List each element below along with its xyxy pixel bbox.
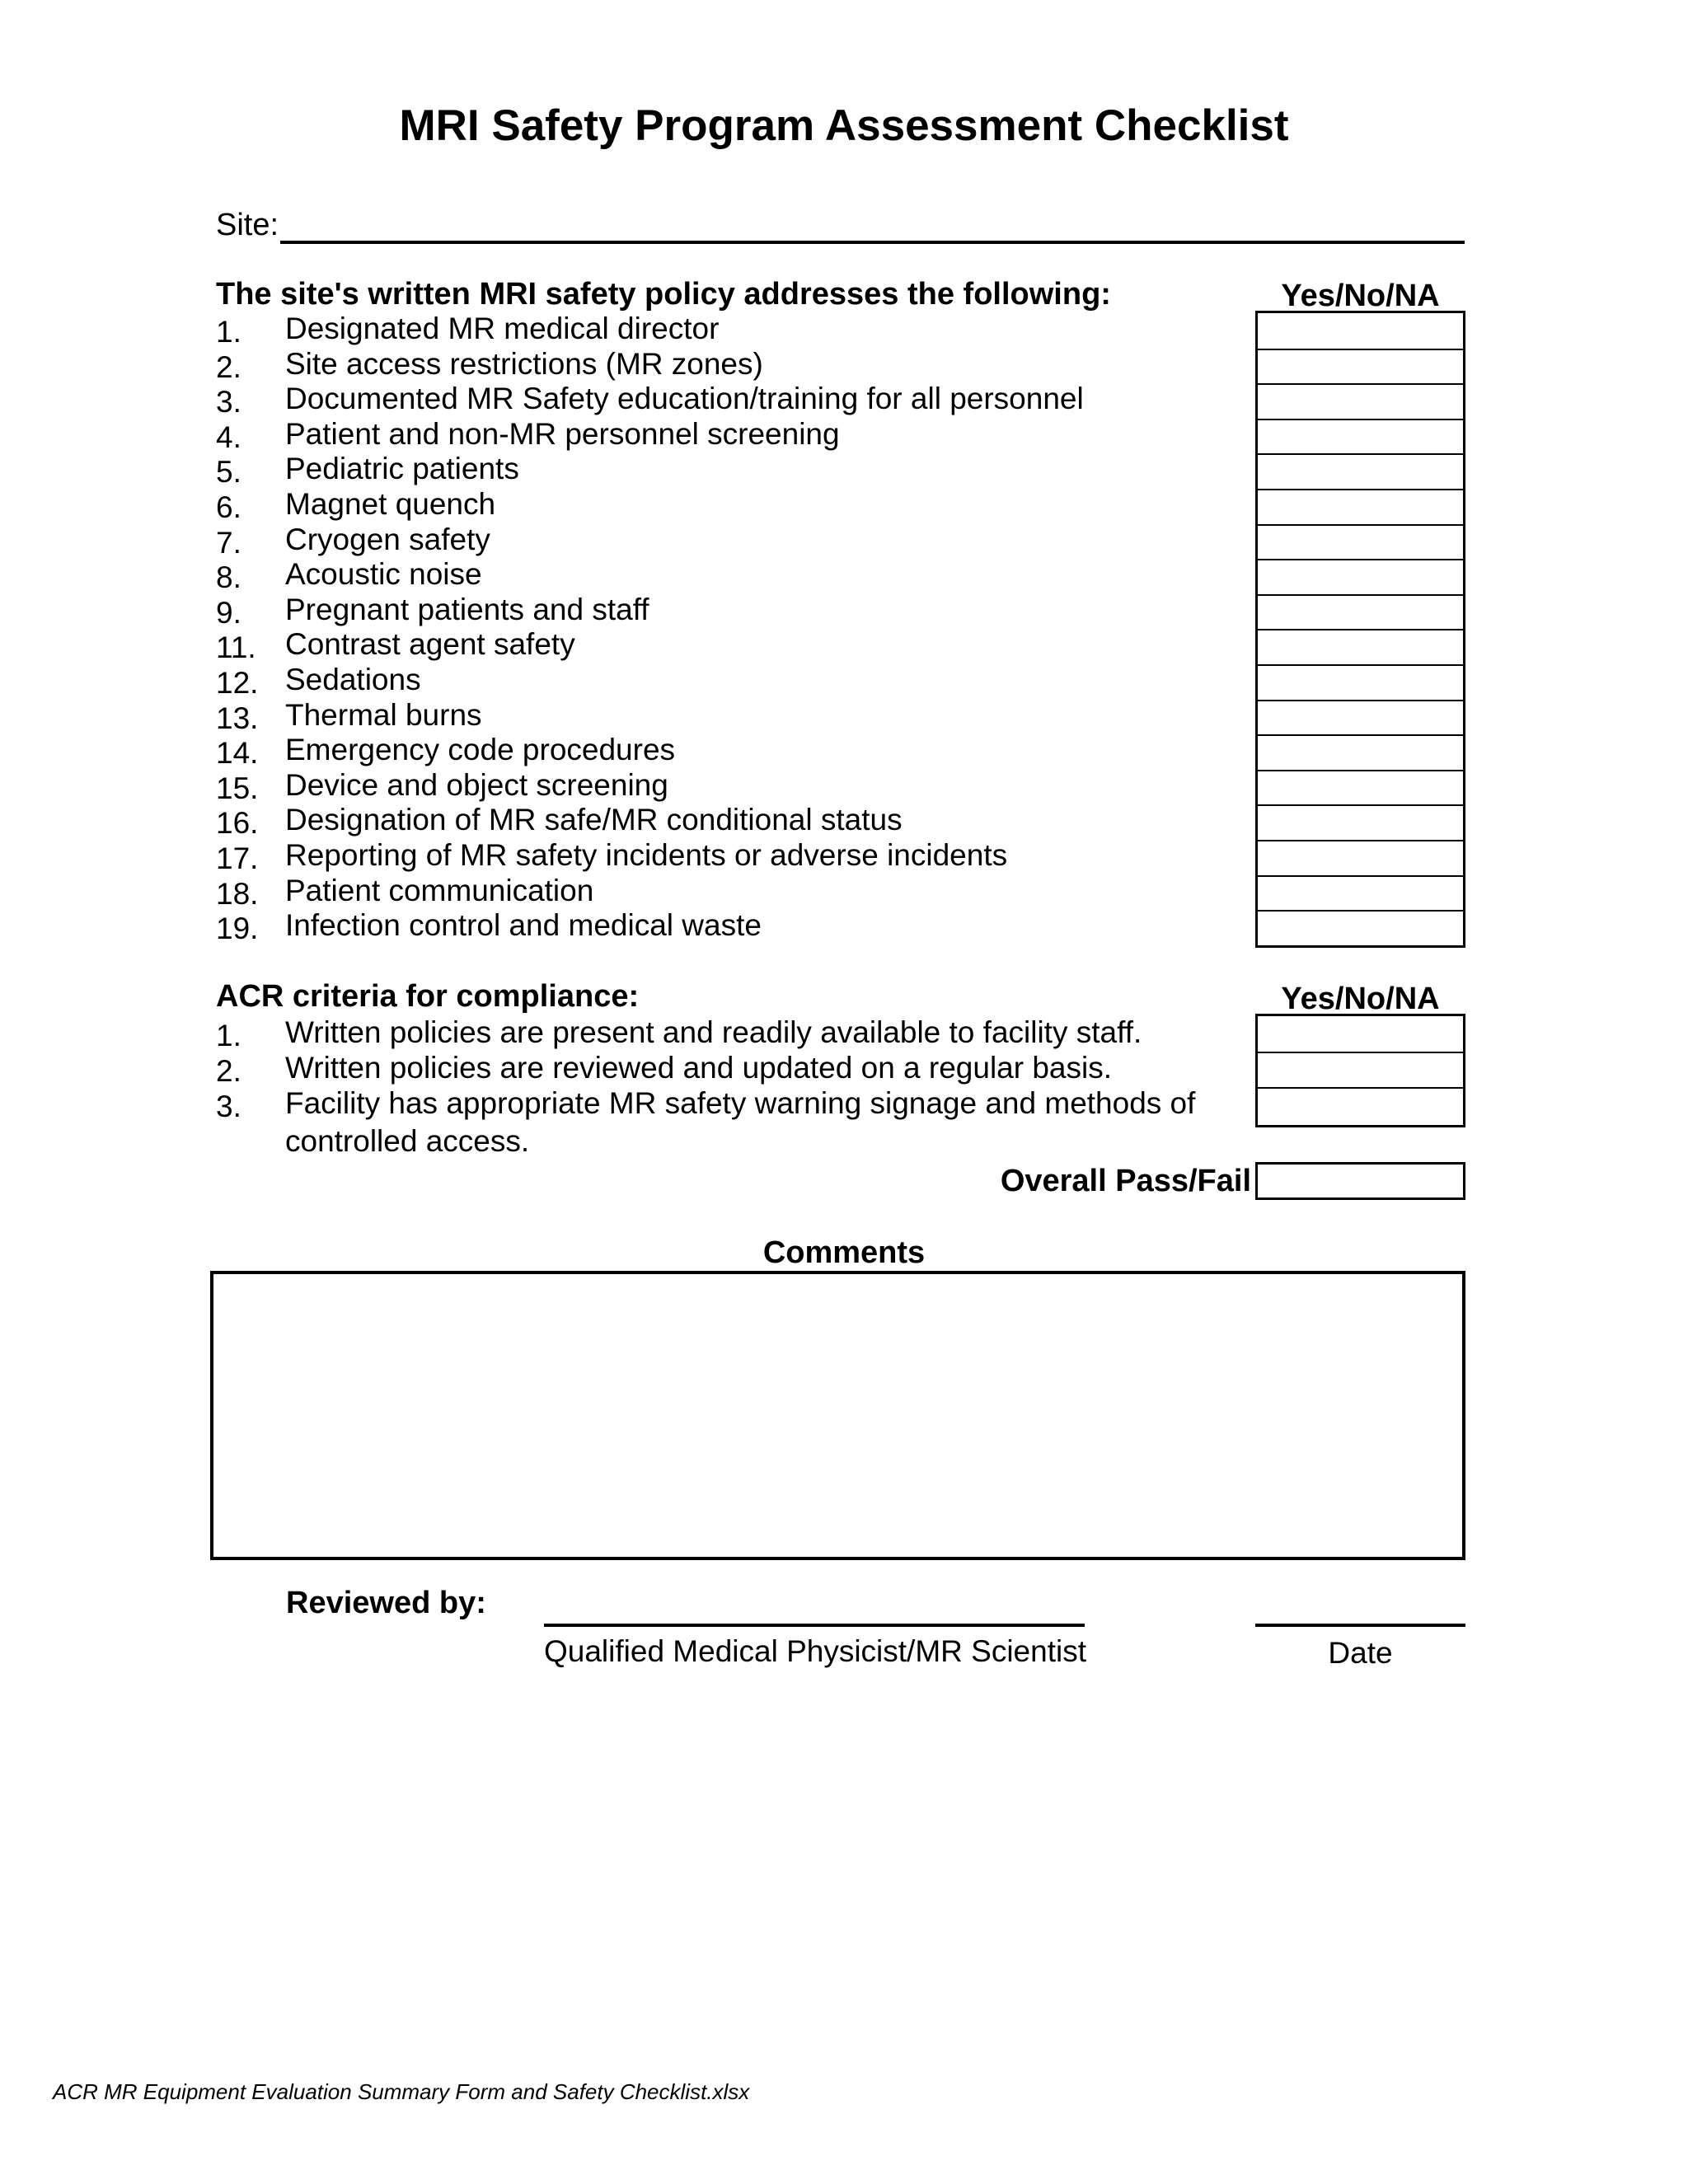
- policy-answer-box[interactable]: [1258, 453, 1463, 489]
- policy-item-number: 7.: [216, 525, 241, 560]
- policy-item-text: Reporting of MR safety incidents or adverse incidents: [285, 838, 1008, 872]
- acr-answer-column: [1255, 1014, 1465, 1127]
- policy-item-number: 1.: [216, 315, 241, 349]
- acr-answer-box[interactable]: [1258, 1052, 1463, 1087]
- policy-answer-box[interactable]: [1258, 875, 1463, 911]
- policy-item-number: 11.: [216, 630, 256, 665]
- policy-answer-box[interactable]: [1258, 804, 1463, 840]
- policy-item-text: Infection control and medical waste: [285, 908, 762, 943]
- acr-item-text: Written policies are present and readily available to facility staff.: [285, 1015, 1142, 1049]
- policy-item-number: 12.: [216, 666, 259, 700]
- site-input-line[interactable]: [280, 241, 1465, 244]
- policy-item: [216, 662, 1246, 700]
- acr-item-text: Facility has appropriate MR safety warning signage and methods of controlled access.: [285, 1086, 1196, 1158]
- policy-answer-box[interactable]: [1258, 770, 1463, 805]
- acr-answer-box[interactable]: [1258, 1087, 1463, 1125]
- policy-item: [216, 556, 1246, 595]
- policy-item: [216, 381, 1246, 419]
- policy-item: [216, 346, 1246, 382]
- policy-item-number: 5.: [216, 455, 241, 490]
- acr-item-number: 3.: [216, 1090, 241, 1123]
- policy-item: [216, 732, 1246, 771]
- comments-box[interactable]: [210, 1271, 1465, 1560]
- policy-answer-box[interactable]: [1258, 419, 1463, 454]
- policy-item: [216, 522, 1246, 560]
- page-title: MRI Safety Program Assessment Checklist: [399, 101, 1289, 150]
- policy-answer-box[interactable]: [1258, 594, 1463, 630]
- policy-item-number: 6.: [216, 490, 241, 524]
- policy-item: [216, 907, 1246, 946]
- policy-item-text: Designation of MR safe/MR conditional status: [285, 803, 903, 837]
- policy-item-number: 13.: [216, 701, 259, 735]
- policy-item-text: Patient and non-MR personnel screening: [285, 416, 840, 451]
- policy-column-header: Yes/No/NA: [1281, 279, 1440, 313]
- policy-item-number: 17.: [216, 841, 259, 875]
- policy-answer-box[interactable]: [1258, 734, 1463, 770]
- policy-answer-box[interactable]: [1258, 664, 1463, 700]
- acr-item-text: Written policies are reviewed and updated on a regular basis.: [285, 1051, 1113, 1085]
- policy-item: [216, 626, 1246, 665]
- policy-answer-box[interactable]: [1258, 559, 1463, 594]
- policy-item-text: Designated MR medical director: [285, 312, 720, 345]
- overall-pass-fail-label: Overall Pass/Fail: [1000, 1164, 1251, 1198]
- policy-answer-box[interactable]: [1258, 313, 1463, 349]
- policy-item-number: 16.: [216, 806, 259, 841]
- date-caption: Date: [1328, 1636, 1393, 1670]
- policy-item-text: Emergency code procedures: [285, 733, 676, 767]
- policy-answer-box[interactable]: [1258, 840, 1463, 875]
- policy-item: [216, 451, 1246, 490]
- policy-item: [216, 486, 1246, 522]
- policy-item-text: Pediatric patients: [285, 452, 519, 486]
- policy-item-text: Documented MR Safety education/training for all personnel: [285, 382, 1084, 416]
- policy-answer-box[interactable]: [1258, 700, 1463, 735]
- signature-caption: Qualified Medical Physicist/MR Scientist: [544, 1634, 1086, 1668]
- policy-item-text: Patient communication: [285, 873, 594, 907]
- overall-pass-fail-box[interactable]: [1255, 1162, 1465, 1200]
- reviewed-by-label: Reviewed by:: [286, 1586, 486, 1620]
- policy-item: [216, 416, 1246, 452]
- policy-item: [216, 802, 1246, 841]
- policy-item-text: Magnet quench: [285, 487, 496, 521]
- acr-answer-box[interactable]: [1258, 1016, 1463, 1052]
- acr-item-number: 1.: [216, 1019, 241, 1052]
- policy-answer-box[interactable]: [1258, 349, 1463, 384]
- policy-item-number: 9.: [216, 595, 241, 630]
- policy-answer-box[interactable]: [1258, 489, 1463, 524]
- policy-item: [216, 767, 1246, 803]
- policy-item-number: 15.: [216, 771, 259, 805]
- policy-item: [216, 837, 1246, 873]
- policy-item: [216, 592, 1246, 630]
- policy-answer-column: [1255, 311, 1465, 948]
- policy-answer-box[interactable]: [1258, 524, 1463, 560]
- policy-item-text: Sedations: [285, 663, 421, 696]
- date-line[interactable]: [1255, 1624, 1465, 1627]
- policy-answer-box[interactable]: [1258, 629, 1463, 664]
- policy-item-text: Pregnant patients and staff: [285, 592, 649, 626]
- acr-item-number: 2.: [216, 1054, 241, 1088]
- policy-item: [216, 311, 1246, 349]
- policy-item: [216, 873, 1246, 911]
- acr-column-header: Yes/No/NA: [1281, 982, 1440, 1016]
- policy-item-text: Contrast agent safety: [285, 627, 575, 662]
- policy-item-number: 8.: [216, 560, 241, 595]
- policy-item-number: 18.: [216, 876, 259, 911]
- policy-answer-box[interactable]: [1258, 910, 1463, 945]
- policy-item-text: Device and object screening: [285, 767, 668, 802]
- policy-item-number: 4.: [216, 419, 241, 454]
- policy-item: [216, 697, 1246, 733]
- acr-section-heading: ACR criteria for compliance:: [216, 979, 640, 1014]
- policy-item-number: 2.: [216, 349, 241, 384]
- policy-answer-box[interactable]: [1258, 383, 1463, 419]
- site-label: Site:: [216, 208, 279, 242]
- policy-item-text: Site access restrictions (MR zones): [285, 346, 763, 381]
- policy-section-heading: The site's written MRI safety policy addresses the following:: [216, 277, 1111, 312]
- comments-label: Comments: [762, 1235, 926, 1270]
- policy-item-number: 3.: [216, 385, 241, 419]
- signature-line[interactable]: [544, 1624, 1085, 1627]
- policy-item-text: Acoustic noise: [285, 557, 482, 592]
- policy-item-number: 19.: [216, 912, 259, 946]
- policy-item-text: Thermal burns: [285, 697, 482, 732]
- policy-item-number: 14.: [216, 736, 259, 771]
- policy-item-text: Cryogen safety: [285, 522, 490, 556]
- footer-filename: ACR MR Equipment Evaluation Summary Form and Safety Checklist.xlsx: [53, 2079, 750, 2104]
